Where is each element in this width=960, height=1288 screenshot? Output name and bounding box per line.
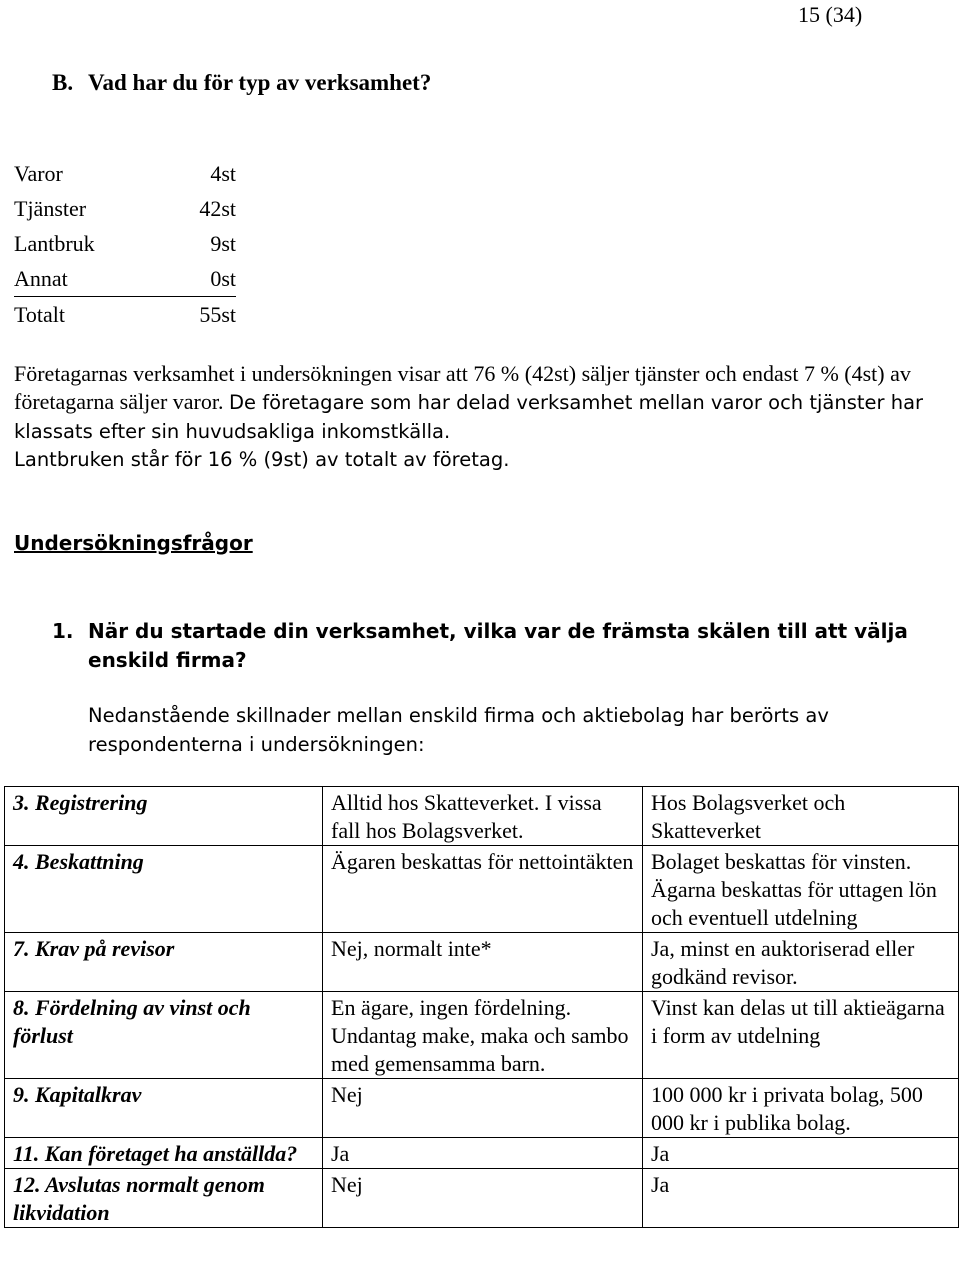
section-title-text: Vad har du för typ av verksamhet? <box>88 70 432 95</box>
aktiebolag-cell: Ja <box>643 1169 959 1228</box>
count-label: Annat <box>14 266 68 291</box>
summary-paragraph <box>14 360 949 474</box>
topic-cell: 9. Kapitalkrav <box>5 1079 323 1138</box>
table-row <box>5 933 959 992</box>
aktiebolag-cell: 100 000 kr i privata bolag, 500 000 kr i publika bolag. <box>643 1079 959 1138</box>
topic-cell: 8. Fördelning av vinst och förlust <box>5 992 323 1079</box>
enskild-cell: Ägaren beskattas för nettointäkten <box>323 846 643 933</box>
total-label: Totalt <box>14 297 164 333</box>
total-value: 55st <box>164 297 236 333</box>
sub-heading: Undersökningsfrågor <box>14 531 253 555</box>
summary-line-2: Lantbruken står för 16 % (9st) av totalt av företag. <box>14 448 510 471</box>
topic-cell: 7. Krav på revisor <box>5 933 323 992</box>
business-type-table <box>14 156 236 332</box>
aktiebolag-cell: Ja, minst en auktoriserad eller godkänd revisor. <box>643 933 959 992</box>
topic-cell: 11. Kan företaget ha anställda? <box>5 1138 323 1169</box>
count-label: Varor <box>14 161 63 186</box>
table-row <box>14 156 236 191</box>
aktiebolag-cell: Vinst kan delas ut till aktieägarna i form av utdelning <box>643 992 959 1079</box>
enskild-cell: Alltid hos Skatteverket. I vissa fall hos Bolagsverket. <box>323 787 643 846</box>
enskild-cell: Nej <box>323 1169 643 1228</box>
total-row <box>14 297 236 333</box>
question-text: När du startade din verksamhet, vilka var de främsta skälen till att välja enskild firma? <box>88 619 908 672</box>
question-number: 1. <box>52 619 74 643</box>
count-value: 42st <box>199 196 236 221</box>
summary-text <box>14 360 949 446</box>
aktiebolag-cell: Hos Bolagsverket och Skatteverket <box>643 787 959 846</box>
topic-cell: 12. Avslutas normalt genom likvidation <box>5 1169 323 1228</box>
page-number: 15 (34) <box>798 2 863 27</box>
topic-cell: 3. Registrering <box>5 787 323 846</box>
enskild-cell: Nej, normalt inte* <box>323 933 643 992</box>
count-label: Lantbruk <box>14 231 95 256</box>
table-row <box>14 226 236 261</box>
table-row <box>5 787 959 846</box>
table-row <box>5 992 959 1079</box>
count-label: Tjänster <box>14 196 87 221</box>
table-row <box>5 846 959 933</box>
topic-cell: 4. Beskattning <box>5 846 323 933</box>
table-row <box>5 1138 959 1169</box>
table-row <box>14 261 236 297</box>
enskild-cell: En ägare, ingen fördelning. Undantag make, maka och sambo med gemensamma barn. <box>323 992 643 1079</box>
aktiebolag-cell: Bolaget beskattas för vinsten. Ägarna beskattas för uttagen lön och eventuell utdelning <box>643 846 959 933</box>
section-title <box>52 70 431 96</box>
summary-serif-text: Företagarnas verksamhet i undersökningen visar att 76 % (42st) säljer tjänster och endast 7 % (4st) av företagarna säljer varor. <box>14 361 911 414</box>
summary-sans-text: De företagare som har delad verksamhet mellan varor och tjänster har klassats efter sin huvudsakliga inkomstkälla. <box>14 391 924 443</box>
enskild-cell: Ja <box>323 1138 643 1169</box>
enskild-cell: Nej <box>323 1079 643 1138</box>
count-value: 0st <box>210 266 236 291</box>
table-row <box>5 1079 959 1138</box>
section-number: B. <box>52 70 74 95</box>
comparison-table <box>4 786 959 1228</box>
aktiebolag-cell: Ja <box>643 1138 959 1169</box>
count-value: 9st <box>210 231 236 256</box>
count-value: 4st <box>210 161 236 186</box>
intro-text: Nedanstående skillnader mellan enskild firma och aktiebolag har berörts av respondenterna i undersökningen: <box>88 704 829 756</box>
table-row <box>14 191 236 226</box>
question-1 <box>52 617 952 675</box>
table-row <box>5 1169 959 1228</box>
